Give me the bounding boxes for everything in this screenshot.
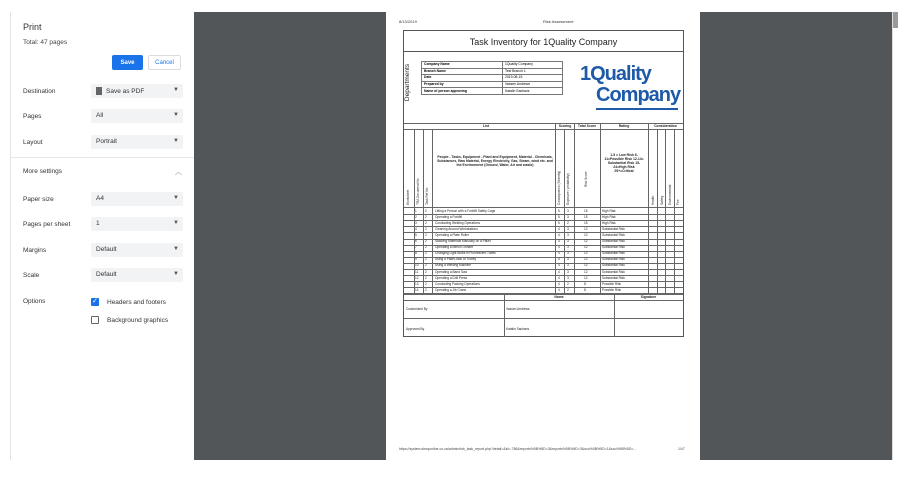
row-risk-score: 12 bbox=[584, 257, 588, 262]
page-header-title: Risk Assessment bbox=[543, 19, 574, 24]
grid-line bbox=[504, 294, 505, 337]
row-number: 10 bbox=[415, 263, 419, 268]
margins-value: Default bbox=[96, 246, 117, 253]
total-score-header: Total Score bbox=[577, 124, 597, 128]
row-risk-score: 15 bbox=[584, 214, 588, 219]
grid-line bbox=[404, 318, 683, 319]
approved-by-label: Approved By bbox=[406, 327, 425, 331]
background-graphics-checkbox[interactable] bbox=[91, 316, 99, 324]
row-rating: High Risk bbox=[602, 208, 616, 213]
row-exposure: 3 bbox=[567, 257, 569, 262]
row-exposure: 3 bbox=[567, 245, 569, 250]
row-risk-score: 12 bbox=[584, 263, 588, 268]
col-task-ref: Task Ref No bbox=[425, 187, 429, 205]
list-header: List bbox=[482, 124, 490, 128]
logo-underline bbox=[596, 108, 678, 110]
row-exposure: 3 bbox=[567, 208, 569, 213]
row-number: 14 bbox=[415, 287, 419, 292]
row-exposure: 3 bbox=[567, 275, 569, 280]
row-exposure: 2 bbox=[567, 220, 569, 225]
total-pages: Total: 47 pages bbox=[23, 39, 68, 46]
info-key: Date bbox=[422, 75, 503, 82]
pages-select[interactable] bbox=[91, 109, 183, 123]
info-value: Katalin Sachans bbox=[503, 88, 563, 95]
grid-line bbox=[648, 123, 649, 294]
logo-line-2: Company bbox=[596, 84, 681, 106]
info-value: Test Branch 1 bbox=[503, 68, 563, 75]
options-label: Options bbox=[23, 298, 46, 305]
scrollbar-thumb[interactable] bbox=[893, 12, 898, 28]
grid-line bbox=[555, 123, 556, 294]
destination-label: Destination bbox=[23, 88, 56, 95]
row-risk-score: 12 bbox=[584, 251, 588, 256]
customised-by-value: Vassen Andrews bbox=[506, 307, 530, 311]
row-task: Conducting Packing Operations bbox=[435, 281, 480, 286]
cancel-button[interactable]: Cancel bbox=[148, 55, 181, 70]
row-number: 3 bbox=[415, 220, 417, 225]
row-exposure: 2 bbox=[567, 281, 569, 286]
info-row bbox=[422, 62, 563, 69]
row-exposure: 3 bbox=[567, 269, 569, 274]
save-button[interactable]: Save bbox=[112, 55, 143, 70]
info-value: 1Quality Company bbox=[503, 62, 563, 69]
row-rating: Substantial Risk bbox=[602, 263, 625, 268]
dropdown-arrow-icon: ▼ bbox=[173, 138, 179, 144]
scale-label: Scale bbox=[23, 272, 40, 279]
row-consequence: 5 bbox=[558, 208, 560, 213]
headers-footers-checkbox[interactable] bbox=[91, 298, 99, 306]
pdf-file-icon bbox=[96, 87, 102, 95]
info-row bbox=[422, 75, 563, 82]
grid-line bbox=[657, 129, 658, 294]
row-rating: Substantial Risk bbox=[602, 245, 625, 250]
row-task: Cleaning Around Workstations bbox=[435, 226, 478, 231]
row-number: 7 bbox=[415, 245, 417, 250]
row-number: 13 bbox=[415, 281, 419, 286]
row-exposure: 3 bbox=[567, 226, 569, 231]
report-title: Task Inventory for 1Quality Company bbox=[404, 33, 683, 52]
row-doc-number: 2 bbox=[425, 214, 427, 219]
row-exposure: 3 bbox=[567, 239, 569, 243]
row-exposure: 3 bbox=[567, 251, 569, 256]
row-consequence: 4 bbox=[558, 257, 560, 262]
row-doc-number: 2 bbox=[425, 226, 427, 231]
report-frame bbox=[403, 30, 684, 337]
row-rating: High Risk bbox=[602, 214, 616, 219]
row-doc-number: 2 bbox=[425, 269, 427, 274]
signature-header: Signature bbox=[640, 295, 657, 299]
more-settings-toggle[interactable]: More settings bbox=[23, 168, 63, 175]
dropdown-arrow-icon: ▼ bbox=[173, 195, 179, 201]
row-task: Stacking Materials Manually on a Pallet bbox=[435, 239, 491, 243]
layout-label: Layout bbox=[23, 139, 43, 146]
row-number: 12 bbox=[415, 275, 419, 280]
row-risk-score: 12 bbox=[584, 232, 588, 237]
row-doc-number: 2 bbox=[425, 239, 427, 243]
approved-by-value: Katalin Sachans bbox=[506, 327, 530, 331]
row-doc-number: 2 bbox=[425, 220, 427, 225]
row-consequence: 4 bbox=[558, 239, 560, 243]
rating-legend: 1-5 = Low Risk 6-11=Possible Risk 12-14= Substantial Risk 15-24=High Risk 25+=Critical bbox=[604, 153, 644, 173]
grid-line bbox=[404, 207, 683, 208]
paper-size-label: Paper size bbox=[23, 196, 54, 203]
pages-per-sheet-value: 1 bbox=[96, 220, 100, 227]
row-exposure: 3 bbox=[567, 214, 569, 219]
row-number: 1 bbox=[415, 208, 417, 213]
col-worksheet: Worksheet bbox=[406, 189, 410, 205]
row-exposure: 3 bbox=[567, 263, 569, 268]
logo-line-1: 1Quality bbox=[580, 63, 651, 85]
grid-line bbox=[574, 123, 575, 294]
dropdown-arrow-icon: ▼ bbox=[173, 271, 179, 277]
layout-select[interactable] bbox=[91, 135, 183, 149]
col-environmental: Environmental bbox=[668, 184, 672, 205]
row-consequence: 5 bbox=[558, 220, 560, 225]
row-doc-number: 2 bbox=[425, 208, 427, 213]
col-tra-doc: TRA Document No bbox=[416, 178, 420, 205]
info-key: Name of person approving bbox=[422, 88, 503, 95]
departments-label bbox=[405, 61, 417, 107]
row-number: 11 bbox=[415, 269, 419, 274]
divider bbox=[11, 157, 195, 158]
row-rating: High Risk bbox=[602, 220, 616, 225]
col-safety: Safety bbox=[660, 195, 664, 205]
grid-line bbox=[404, 129, 683, 130]
scale-value: Default bbox=[96, 271, 117, 278]
info-row bbox=[422, 88, 563, 95]
row-risk-score: 8 bbox=[584, 287, 586, 292]
row-consequence: 4 bbox=[558, 287, 560, 292]
row-number: 9 bbox=[415, 257, 417, 262]
row-risk-score: 12 bbox=[584, 239, 588, 243]
dropdown-arrow-icon: ▼ bbox=[173, 246, 179, 252]
col-exposure: Exposure / probability) bbox=[566, 173, 570, 205]
row-task: Operating a Jib Crane bbox=[435, 287, 467, 292]
row-exposure: 3 bbox=[567, 232, 569, 237]
dropdown-arrow-icon: ▼ bbox=[173, 87, 179, 93]
row-doc-number: 2 bbox=[425, 245, 427, 250]
info-key: Company Name bbox=[422, 62, 503, 69]
info-row bbox=[422, 68, 563, 75]
consideration-header: Consideration bbox=[654, 124, 677, 128]
company-logo bbox=[580, 63, 680, 113]
page-footer-number: 1/47 bbox=[678, 447, 685, 451]
row-number: 5 bbox=[415, 232, 417, 237]
page-footer-url: https://system.sheqonline.co.za/admin/risk_task_report.php?detail=&id=-786&reports%5B%5D=3&reports%5B%5D=3&sco%5B%5D=1&sco%5B%5D=... bbox=[399, 447, 637, 451]
departments-text: Departments bbox=[404, 63, 412, 102]
grid-line bbox=[432, 129, 433, 294]
destination-value: Save as PDF bbox=[106, 88, 145, 95]
dropdown-arrow-icon: ▼ bbox=[173, 112, 179, 118]
info-value: 2019-08-15 bbox=[503, 75, 563, 82]
row-rating: Substantial Risk bbox=[602, 257, 625, 262]
row-risk-score: 12 bbox=[584, 275, 588, 280]
row-doc-number: 2 bbox=[425, 263, 427, 268]
row-task: Conducting Welding Operations bbox=[435, 220, 480, 225]
row-task: Using a Pallet Jack or Trolley bbox=[435, 257, 477, 262]
row-rating: Substantial Risk bbox=[602, 251, 625, 256]
row-rating: Possible Risk bbox=[602, 287, 622, 292]
row-task: Operating a Plate Roller bbox=[435, 232, 470, 237]
row-risk-score: 12 bbox=[584, 269, 588, 274]
row-consequence: 4 bbox=[558, 245, 560, 250]
row-consequence: 4 bbox=[558, 275, 560, 280]
row-consequence: 4 bbox=[558, 281, 560, 286]
row-task: Changing Light Bulbs in Fluorescent Tubes bbox=[435, 251, 496, 256]
row-consequence: 4 bbox=[558, 263, 560, 268]
row-task: Operating a Drill Press bbox=[435, 275, 468, 280]
row-number: 4 bbox=[415, 226, 417, 231]
row-doc-number: 2 bbox=[425, 257, 427, 262]
pages-per-sheet-label: Pages per sheet bbox=[23, 221, 71, 228]
info-row bbox=[422, 81, 563, 88]
col-consequence: Consequence (Severity) bbox=[557, 170, 561, 205]
row-task: Operating a Bench Grinder bbox=[435, 245, 474, 250]
paper-size-select[interactable] bbox=[91, 192, 183, 206]
row-exposure: 2 bbox=[567, 287, 569, 292]
rating-header: Rating bbox=[618, 124, 630, 128]
row-consequence: 4 bbox=[558, 251, 560, 256]
destination-select[interactable] bbox=[91, 84, 183, 98]
row-consequence: 5 bbox=[558, 214, 560, 219]
row-doc-number: 2 bbox=[425, 232, 427, 237]
company-info-table bbox=[421, 61, 563, 95]
row-task: Lifting a Person with a Forklift Safety Cage bbox=[435, 208, 496, 213]
name-header: Name bbox=[554, 295, 564, 299]
layout-value: Portrait bbox=[96, 138, 117, 145]
row-rating: Possible Risk bbox=[602, 281, 622, 286]
col-fire: Fire bbox=[676, 199, 680, 205]
margins-select[interactable] bbox=[91, 243, 183, 257]
row-risk-score: 15 bbox=[584, 220, 588, 225]
grid-line bbox=[404, 300, 683, 301]
grid-line bbox=[614, 294, 615, 337]
grid-line bbox=[600, 123, 601, 294]
row-consequence: 4 bbox=[558, 226, 560, 231]
row-doc-number: 2 bbox=[425, 251, 427, 256]
row-doc-number: 2 bbox=[425, 287, 427, 292]
print-title: Print bbox=[23, 22, 42, 32]
row-rating: Substantial Risk bbox=[602, 226, 625, 231]
paper-size-value: A4 bbox=[96, 195, 104, 202]
row-task: Operating a Band Saw bbox=[435, 269, 468, 274]
info-key: Branch Name bbox=[422, 68, 503, 75]
row-rating: Substantial Risk bbox=[602, 269, 625, 274]
scrollbar-track[interactable] bbox=[892, 12, 905, 460]
grid-line bbox=[674, 129, 675, 294]
grid-line bbox=[423, 129, 424, 294]
scoring-header: Scoring bbox=[558, 124, 572, 128]
dropdown-arrow-icon: ▼ bbox=[173, 220, 179, 226]
customised-by-label: Customised By bbox=[406, 307, 428, 311]
col-risk-score: Risk Score bbox=[584, 171, 588, 187]
row-task: Operating a Forklift bbox=[435, 214, 463, 219]
margins-label: Margins bbox=[23, 247, 47, 254]
col-health: Health bbox=[651, 195, 655, 205]
row-risk-score: 12 bbox=[584, 245, 588, 250]
pages-label: Pages bbox=[23, 113, 42, 120]
background-graphics-label: Background graphics bbox=[107, 317, 169, 324]
print-settings-panel bbox=[10, 12, 195, 460]
scale-select[interactable] bbox=[91, 268, 183, 282]
row-number: 6 bbox=[415, 239, 417, 243]
row-task: Using a Welding Machine bbox=[435, 263, 472, 268]
grid-line bbox=[665, 129, 666, 294]
info-value: Vassen Andrews bbox=[503, 81, 563, 88]
row-risk-score: 15 bbox=[584, 208, 588, 213]
grid-line bbox=[414, 129, 415, 294]
row-rating: Substantial Risk bbox=[602, 275, 625, 280]
row-risk-score: 8 bbox=[584, 281, 586, 286]
info-key: Prepared by bbox=[422, 81, 503, 88]
row-rating: Substantial Risk bbox=[602, 239, 625, 243]
grid-line bbox=[564, 129, 565, 294]
pages-per-sheet-select[interactable] bbox=[91, 217, 183, 231]
row-number: 8 bbox=[415, 251, 417, 256]
row-rating: Substantial Risk bbox=[602, 232, 625, 237]
row-doc-number: 2 bbox=[425, 275, 427, 280]
row-consequence: 4 bbox=[558, 232, 560, 237]
headers-footers-label: Headers and footers bbox=[107, 299, 166, 306]
pages-value: All bbox=[96, 112, 104, 119]
row-risk-score: 12 bbox=[584, 226, 588, 231]
col-people-description: People - Tasks, Equipment - Plant and Equipment, Material - Chemicals, Substances, Raw Material, Energy Electricity, Gas, Steam, wind etc. and the Environment (Ground, Water, Air and waste) bbox=[437, 155, 553, 167]
row-consequence: 4 bbox=[558, 269, 560, 274]
row-doc-number: 2 bbox=[425, 281, 427, 286]
chevron-up-icon[interactable]: ︿ bbox=[175, 169, 182, 176]
row-number: 2 bbox=[415, 214, 417, 219]
page-header-date: 8/13/2019 bbox=[399, 19, 417, 24]
preview-page bbox=[386, 12, 700, 460]
task-table bbox=[404, 123, 683, 294]
